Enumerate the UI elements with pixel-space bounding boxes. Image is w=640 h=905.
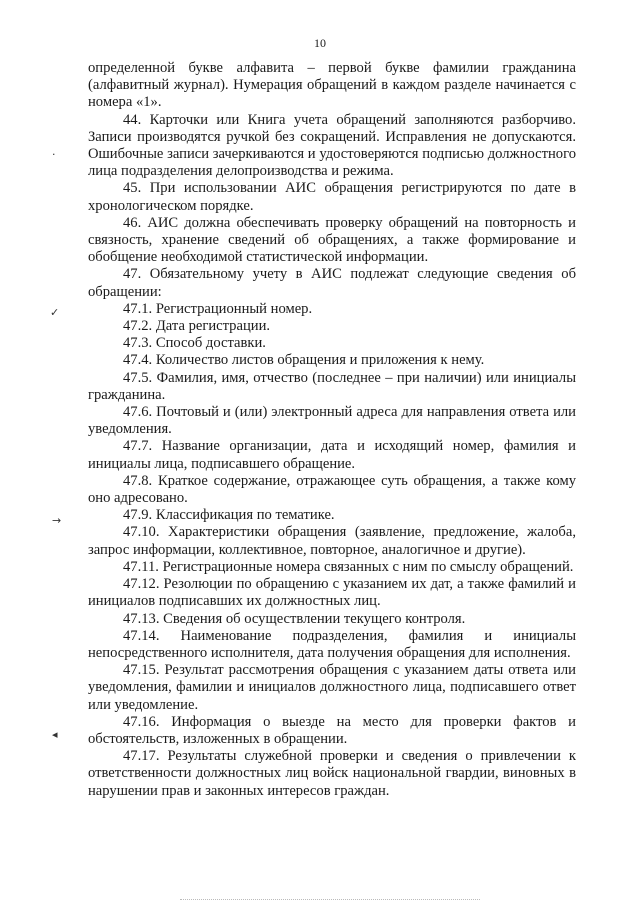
- paragraph: 47.13. Сведения об осуществлении текущего контроля.: [123, 610, 466, 627]
- paragraph: 46. АИС должна обеспечивать проверку обращений на повторность и связность, хранение сведений об обращениях, а также формирование и обобщение необходимой статистической информации.: [88, 214, 576, 266]
- page-number: 10: [314, 36, 326, 50]
- paragraph: 47.2. Дата регистрации.: [123, 318, 271, 335]
- paragraph: 47.1. Регистрационный номер.: [123, 300, 313, 317]
- paragraph: 47. Обязательному учету в АИС подлежат следующие сведения об обращении:: [88, 266, 576, 300]
- scan-mark: ◂: [52, 728, 58, 741]
- paragraph: 47.9. Классификация по тематике.: [123, 507, 335, 524]
- document-body: [88, 60, 576, 800]
- paragraph: 47.14. Наименование подразделения, фамилия и инициалы непосредственного исполнителя, дата получения обращения для исполнения.: [88, 627, 576, 661]
- paragraph: 45. При использовании АИС обращения регистрируются по дате в хронологическом порядке.: [88, 180, 576, 214]
- paragraph: 47.6. Почтовый и (или) электронный адреса для направления ответа или уведомления.: [88, 404, 576, 438]
- paragraph: 47.3. Способ доставки.: [123, 335, 266, 352]
- paragraph: 47.4. Количество листов обращения и приложения к нему.: [123, 352, 485, 369]
- paragraph: определенной букве алфавита – первой букве фамилии гражданина (алфавитный журнал). Нумерация обращений в каждом разделе начинается с номера «1».: [88, 60, 576, 111]
- paragraph: 47.8. Краткое содержание, отражающее суть обращения, а также кому оно адресовано.: [88, 472, 576, 507]
- paragraph: 47.17. Результаты служебной проверки и сведения о привлечении к ответственности должностных лиц войск национальной гвардии, виновных в нарушении прав и законных интересов граждан.: [88, 748, 576, 799]
- paragraph: 47.7. Название организации, дата и исходящий номер, фамилия и инициалы лица, подписавшего обращение.: [88, 438, 576, 472]
- paragraph: 47.16. Информация о выезде на место для проверки фактов и обстоятельств, изложенных в обращении.: [88, 713, 576, 747]
- scan-mark: ✓: [50, 306, 60, 319]
- paragraph: 44. Карточки или Книга учета обращений заполняются разборчиво. Записи производятся ручкой без сокращений. Исправления не допускаются. Ошибочные записи зачеркиваются и удостоверяются подписью должностного лица подразделения делопроизводства и режима.: [88, 111, 576, 180]
- scan-mark: ·: [52, 148, 56, 161]
- paragraph: 47.10. Характеристики обращения (заявление, предложение, жалоба, запрос информации, коллективное, повторное, аналогичное и другие).: [88, 524, 576, 558]
- paragraph: 47.15. Результат рассмотрения обращения с указанием даты ответа или уведомления, фамилии и инициалов должностного лица, подписавшего ответ или уведомление.: [88, 662, 576, 713]
- paragraph: 47.11. Регистрационные номера связанных с ним по смыслу обращений.: [123, 558, 574, 575]
- paragraph: 47.5. Фамилия, имя, отчество (последнее – при наличии) или инициалы гражданина.: [88, 369, 576, 403]
- paragraph: 47.12. Резолюции по обращению с указанием их дат, а также фамилий и инициалов подписавших их должностных лиц.: [88, 576, 576, 610]
- scan-edge: [180, 899, 480, 901]
- scan-mark: →: [52, 514, 62, 527]
